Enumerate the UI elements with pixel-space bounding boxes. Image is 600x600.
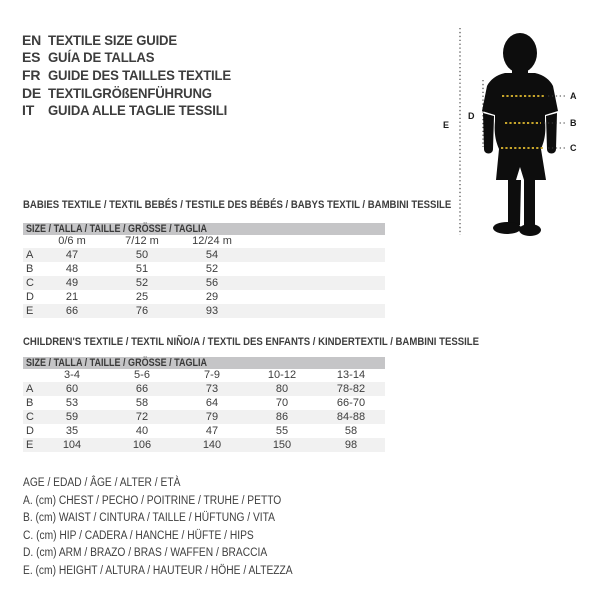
babies-table-column-headers (23, 235, 385, 248)
row-label: D (26, 425, 34, 437)
row-label: E (26, 305, 34, 317)
table-cell: 55 (275, 425, 289, 437)
legend-line-text: D. (cm) ARM / BRAZO / BRAS / WAFFEN / BRACCIA (23, 545, 268, 559)
row-label: D (26, 291, 34, 303)
legend-line (23, 509, 344, 527)
table-cell: 84-88 (336, 411, 366, 423)
babies-table-header-bar (23, 223, 385, 235)
column-header: 12/24 m (192, 235, 232, 247)
babies-section-title (23, 199, 515, 211)
table-cell: 76 (135, 305, 149, 317)
language-row (22, 101, 243, 119)
table-row (23, 424, 385, 438)
row-label: B (26, 263, 34, 275)
language-code: IT (22, 102, 35, 119)
table-cell: 64 (205, 397, 219, 409)
children-section-title (23, 336, 547, 348)
language-row (22, 66, 243, 84)
table-cell: 66 (135, 383, 149, 395)
legend-line (23, 474, 344, 492)
table-cell: 59 (65, 411, 79, 423)
column-header: 7-9 (204, 369, 220, 381)
table-cell: 56 (205, 277, 219, 289)
language-code: FR (22, 66, 41, 83)
column-header: 7/12 m (125, 235, 159, 247)
language-title: GUIDE DES TAILLES TEXTILE (48, 66, 231, 83)
table-cell: 106 (132, 439, 152, 451)
silhouette-right-arm (546, 113, 557, 154)
table-row (23, 248, 385, 262)
language-title: GUIDA ALLE TAGLIE TESSILI (48, 102, 228, 119)
table-cell: 52 (205, 263, 219, 275)
chest-label: A (570, 91, 577, 101)
table-cell: 98 (344, 439, 358, 451)
table-cell: 48 (65, 263, 79, 275)
hip-label: C (570, 143, 577, 153)
silhouette-right-shoe (519, 224, 541, 236)
table-cell: 51 (135, 263, 149, 275)
table-cell: 58 (344, 425, 358, 437)
children-size-table (23, 357, 385, 452)
legend-line (23, 492, 344, 510)
table-cell: 60 (65, 383, 79, 395)
legend-line-text: B. (cm) WAIST / CINTURA / TAILLE / HÜFTUNG / VITA (23, 510, 275, 524)
language-code: EN (22, 31, 42, 48)
column-header: 3-4 (64, 369, 80, 381)
table-row (23, 382, 385, 396)
table-cell: 53 (65, 397, 79, 409)
table-cell: 86 (275, 411, 289, 423)
table-cell: 25 (135, 291, 149, 303)
table-cell: 50 (135, 249, 149, 261)
children-section-title-text: CHILDREN'S TEXTILE / TEXTIL NIÑO/A / TEXTIL DES ENFANTS / KINDERTEXTIL / BAMBINI TESSILE (23, 336, 480, 348)
waist-label: B (570, 118, 577, 128)
column-header: 0/6 m (58, 235, 86, 247)
babies-section-title-text: BABIES TEXTILE / TEXTIL BEBÉS / TESTILE DES BÉBÉS / BABYS TEXTIL / BAMBINI TESSILE (23, 199, 452, 211)
table-cell: 93 (205, 305, 219, 317)
table-row (23, 410, 385, 424)
language-title: GUÍA DE TALLAS (48, 49, 155, 66)
column-header-spacer (23, 369, 37, 382)
row-label: A (26, 249, 34, 261)
table-cell: 104 (62, 439, 82, 451)
legend-line (23, 544, 344, 562)
table-cell: 47 (65, 249, 79, 261)
table-cell: 78-82 (336, 383, 366, 395)
table-cell: 47 (205, 425, 219, 437)
language-code: DE (22, 84, 42, 101)
babies-table-rows (23, 248, 385, 318)
table-row (23, 290, 385, 304)
table-cell: 73 (205, 383, 219, 395)
language-title-list (22, 31, 243, 119)
row-label: E (26, 439, 34, 451)
legend-line (23, 527, 344, 545)
table-cell: 49 (65, 277, 79, 289)
table-cell: 58 (135, 397, 149, 409)
table-cell: 80 (275, 383, 289, 395)
table-row (23, 396, 385, 410)
arm-label: D (468, 111, 475, 121)
legend-line-text: E. (cm) HEIGHT / ALTURA / HAUTEUR / HÖHE / ALTEZZA (23, 562, 293, 577)
column-header: 10-12 (267, 369, 297, 381)
silhouette-right-leg (524, 180, 535, 228)
row-label: B (26, 397, 34, 409)
measurement-legend (23, 474, 344, 579)
children-table-header-bar (23, 357, 385, 369)
column-header: 5-6 (134, 369, 150, 381)
babies-table-header-bar-text: SIZE / TALLA / TAILLE / GRÖSSE / TAGLIA (26, 223, 208, 235)
table-cell: 70 (275, 397, 289, 409)
babies-size-table (23, 223, 385, 318)
language-code: ES (22, 49, 41, 66)
legend-line-text: C. (cm) HIP / CADERA / HANCHE / HÜFTE / HIPS (23, 527, 254, 542)
language-title: TEXTILGRÖßENFÜHRUNG (48, 84, 212, 101)
row-label: C (26, 411, 34, 423)
table-cell: 29 (205, 291, 219, 303)
table-cell: 35 (65, 425, 79, 437)
row-label: C (26, 277, 34, 289)
column-header-spacer (23, 235, 37, 248)
height-label: E (443, 120, 450, 130)
row-label: A (26, 383, 34, 395)
table-row (23, 262, 385, 276)
language-title: TEXTILE SIZE GUIDE (48, 31, 177, 48)
children-table-rows (23, 382, 385, 452)
table-cell: 40 (135, 425, 149, 437)
table-cell: 79 (205, 411, 219, 423)
table-cell: 66 (65, 305, 79, 317)
table-cell: 21 (65, 291, 79, 303)
language-row (22, 49, 243, 67)
legend-line-text: A. (cm) CHEST / PECHO / POITRINE / TRUHE / PETTO (23, 492, 282, 507)
silhouette-shorts (496, 149, 546, 180)
table-cell: 140 (202, 439, 222, 451)
table-row (23, 276, 385, 290)
language-row (22, 84, 243, 102)
table-row (23, 304, 385, 318)
table-cell: 54 (205, 249, 219, 261)
table-cell: 150 (272, 439, 292, 451)
children-table-column-headers (23, 369, 385, 382)
silhouette-left-arm (483, 113, 494, 154)
silhouette-left-shoe (493, 222, 521, 234)
table-row (23, 438, 385, 452)
children-table-header-bar-text: SIZE / TALLA / TAILLE / GRÖSSE / TAGLIA (26, 357, 208, 369)
table-cell: 72 (135, 411, 149, 423)
table-cell: 66-70 (336, 397, 366, 409)
table-cell: 52 (135, 277, 149, 289)
language-row (22, 31, 243, 49)
legend-line (23, 562, 344, 580)
legend-line-text: AGE / EDAD / ÂGE / ALTER / ETÀ (23, 475, 181, 489)
silhouette-shirt (482, 73, 558, 149)
column-header: 13-14 (336, 369, 366, 381)
